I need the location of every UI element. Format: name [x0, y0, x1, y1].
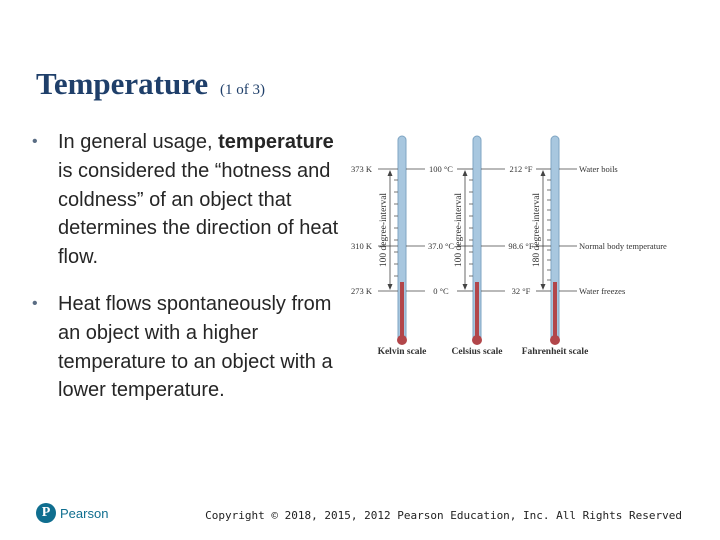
celsius-top-value: 100 °C: [429, 164, 453, 174]
celsius-thermometer-icon: [472, 136, 482, 345]
celsius-bottom-value: 0 °C: [433, 286, 449, 296]
bullet-item-2: [30, 290, 350, 405]
kelvin-bottom-value: 273 K: [351, 286, 373, 296]
thermometer-scales-figure: [345, 132, 667, 360]
copyright-notice: Copyright © 2018, 2015, 2012 Pearson Education, Inc. All Rights Reserved: [205, 509, 682, 522]
fahrenheit-top-value: 212 °F: [509, 164, 533, 174]
kelvin-scale-name: Kelvin scale: [377, 347, 427, 357]
kelvin-mid-value: 310 K: [351, 241, 373, 251]
bullet-list: [30, 128, 350, 405]
pearson-wordmark: Pearson: [60, 505, 109, 521]
arrowheads-icon: [388, 170, 546, 290]
bullet-2-text: Heat flows spontaneously from an object with a higher temperature to an object with a lower temperature.: [58, 292, 333, 402]
water-freezes-label: Water freezes: [579, 286, 626, 296]
kelvin-top-value: 373 K: [351, 164, 373, 174]
fahrenheit-thermometer-icon: [550, 136, 560, 345]
fahrenheit-bottom-value: 32 °F: [511, 286, 531, 296]
pearson-logo: [36, 503, 108, 523]
bullet-1-pre: In general usage,: [58, 131, 213, 153]
celsius-scale-name: Celsius scale: [451, 347, 503, 357]
water-boils-label: Water boils: [579, 164, 618, 174]
fahrenheit-interval-label: 180 degree-interval: [532, 192, 542, 268]
fahrenheit-mid-value: 98.6 °F: [508, 241, 534, 251]
kelvin-thermometer-icon: [397, 136, 407, 345]
bullet-dot-icon: •: [32, 294, 38, 312]
celsius-interval-label: 100 degree-interval: [454, 192, 464, 268]
body-temperature-label: Normal body temperature: [579, 241, 667, 251]
bullet-item-1: [30, 128, 350, 272]
fahrenheit-scale-name: Fahrenheit scale: [521, 347, 589, 357]
bullet-dot-icon: •: [32, 133, 38, 150]
kelvin-interval-label: 100 degree-interval: [379, 192, 389, 268]
bullet-1-post: is considered the “hotness and coldness” of an object that determines the direction of heat flow.: [58, 159, 339, 269]
celsius-mid-value: 37.0 °C: [427, 241, 455, 251]
slide-title-part: (1 of 3): [219, 82, 265, 98]
bullet-1-emphasis: temperature: [218, 131, 334, 153]
slide-title-text: Temperature: [36, 66, 209, 101]
interval-arrows: [390, 172, 543, 288]
pearson-mark-icon: P: [36, 503, 56, 523]
slide-title: [36, 66, 265, 102]
